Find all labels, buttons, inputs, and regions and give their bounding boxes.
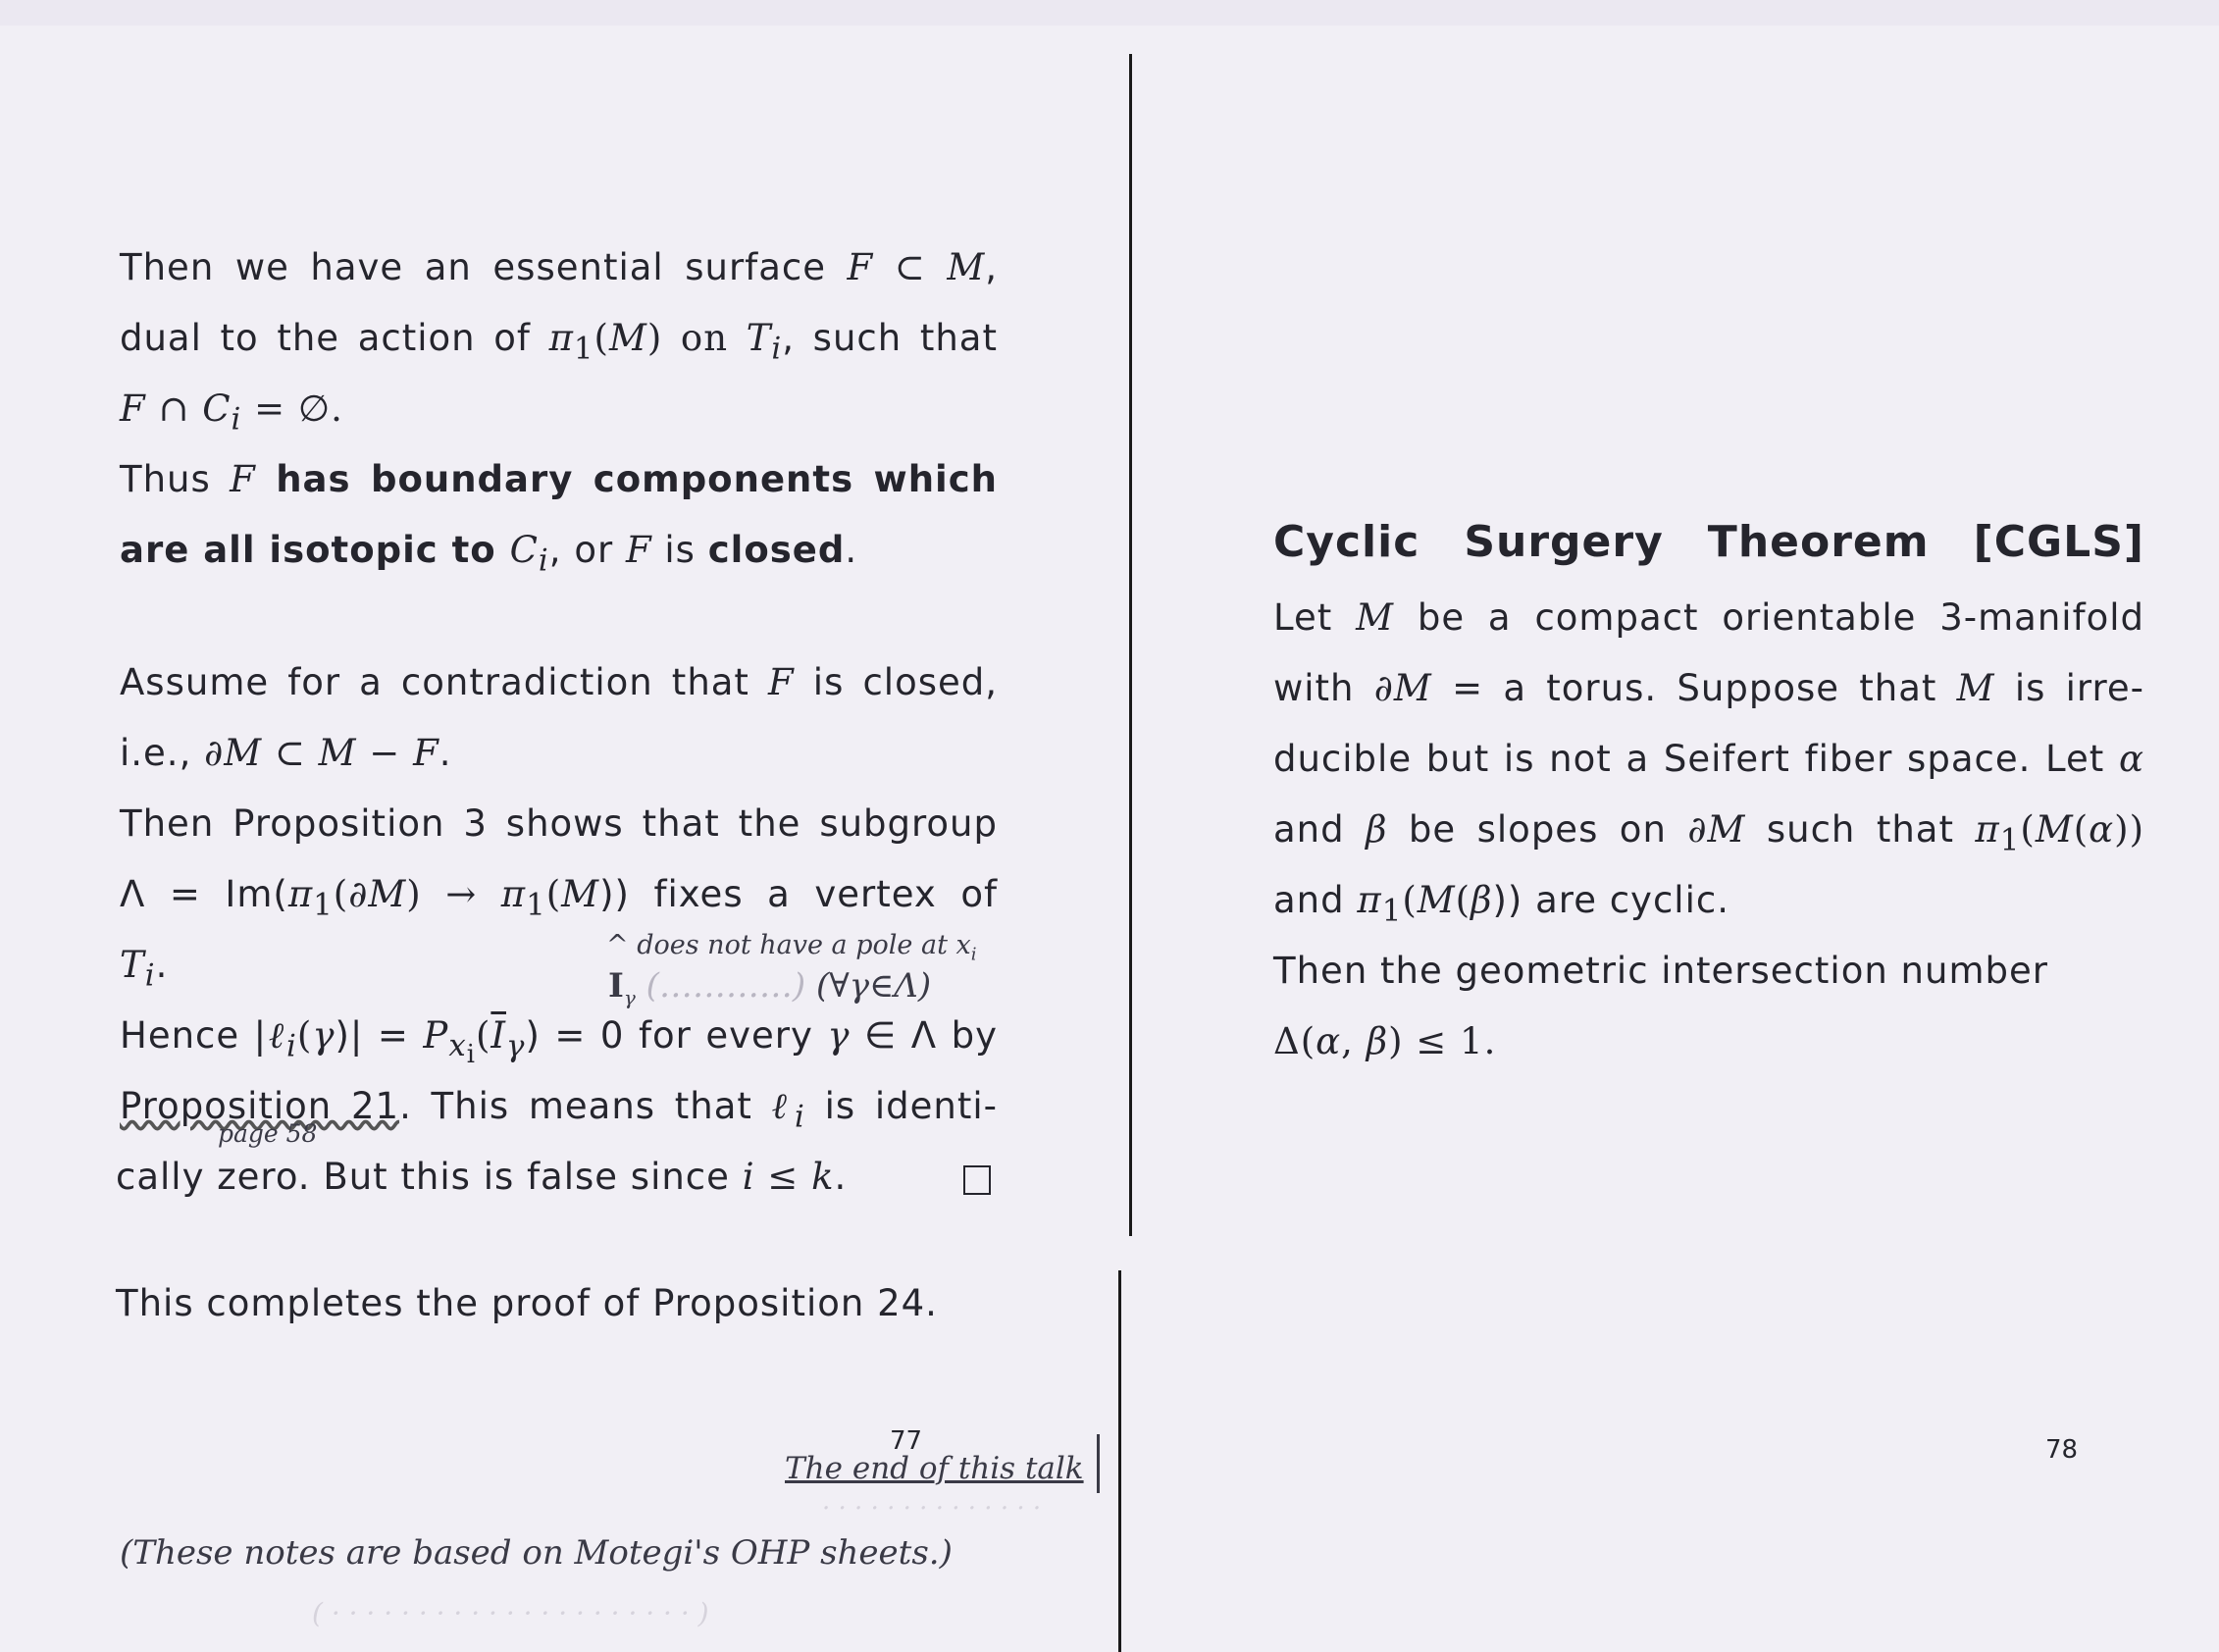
qed-box (963, 1165, 991, 1195)
thm-line3: ducible but is not a Seifert fiber space. Let α (1273, 738, 2144, 780)
p4-line: This completes the proof of Proposition 24. (116, 1282, 938, 1324)
p3-line2: i.e., ∂M ⊂ M − F. (120, 732, 452, 774)
handwritten-pole-note: ^ does not have a pole at $x_i$ (606, 930, 977, 965)
thm-line4: and β be slopes on ∂M such that $\pi_1(M(\alpha))$ (1273, 808, 2145, 858)
thm-line1: Let M be a compact orientable 3-manifold (1273, 596, 2144, 639)
thm-line6: Then the geometric intersection number (1273, 950, 2048, 992)
p3-line5: $T_i$. (120, 944, 169, 994)
p2-line2: are all isotopic to $C_i$, or F is closed. (120, 529, 858, 579)
handwritten-I-gamma-note: $I_\gamma$ (…………) (∀γ∈Λ) (608, 966, 932, 1009)
p3-line3: Then Proposition 3 shows that the subgroup (120, 802, 998, 845)
thm-line2: with ∂M = a torus. Suppose that M is irre- (1273, 667, 2145, 709)
thm-line7: Δ(α, β) ≤ 1. (1273, 1020, 1497, 1062)
p3-line6: Hence |ℓ$_i$(γ)| = $P_{x_i}(\overline{I}_\gamma) = 0$ for every γ ∈ Λ by (120, 1014, 998, 1070)
handwritten-footer-note: (These notes are based on Motegi's OHP sheets.) (120, 1533, 953, 1573)
faint-bleed-footer: ( · · · · · · · · · · · · · · · · · · · · · ) (312, 1597, 709, 1629)
p3-line4: $\Lambda = Im(\pi_1(\partial M) \to \pi_1(M))$ fixes a vertex of (120, 873, 998, 923)
p1-line1: Then we have an essential surface F ⊂ M, (120, 246, 999, 288)
p1-line3: F ∩ $C_i$ = ∅. (120, 387, 343, 438)
page-divider-lower (1118, 1270, 1121, 1652)
p3-line7: Proposition 21. This means that ℓ$_i$ is identi- (120, 1085, 998, 1135)
handwritten-page-ref: page 58 (218, 1119, 318, 1148)
faint-bleed-end-note: · · · · · · · · · · · · · · (822, 1494, 1042, 1523)
p3-line8: cally zero. But this is false since i ≤ k. (116, 1156, 848, 1198)
p2-line1: Thus F has boundary components which (120, 458, 998, 500)
handwritten-end-note: The end of this talk (785, 1451, 1084, 1486)
theorem-heading: Cyclic Surgery Theorem [CGLS] (1273, 517, 2144, 567)
page-number-right: 78 (2045, 1435, 2079, 1465)
end-note-bracket (1097, 1434, 1100, 1493)
page-divider-upper (1129, 54, 1132, 1236)
proposition-21-link: Proposition 21 (120, 1085, 400, 1127)
thm-line5: and $\pi_1(M(\beta))$ are cyclic. (1273, 879, 1729, 929)
p1-line2: dual to the action of $\pi_1(M)$ on $T_i$, such that (120, 317, 998, 367)
p3-line1: Assume for a contradiction that F is closed, (120, 661, 998, 703)
page-number-left: 77 (890, 1426, 923, 1456)
